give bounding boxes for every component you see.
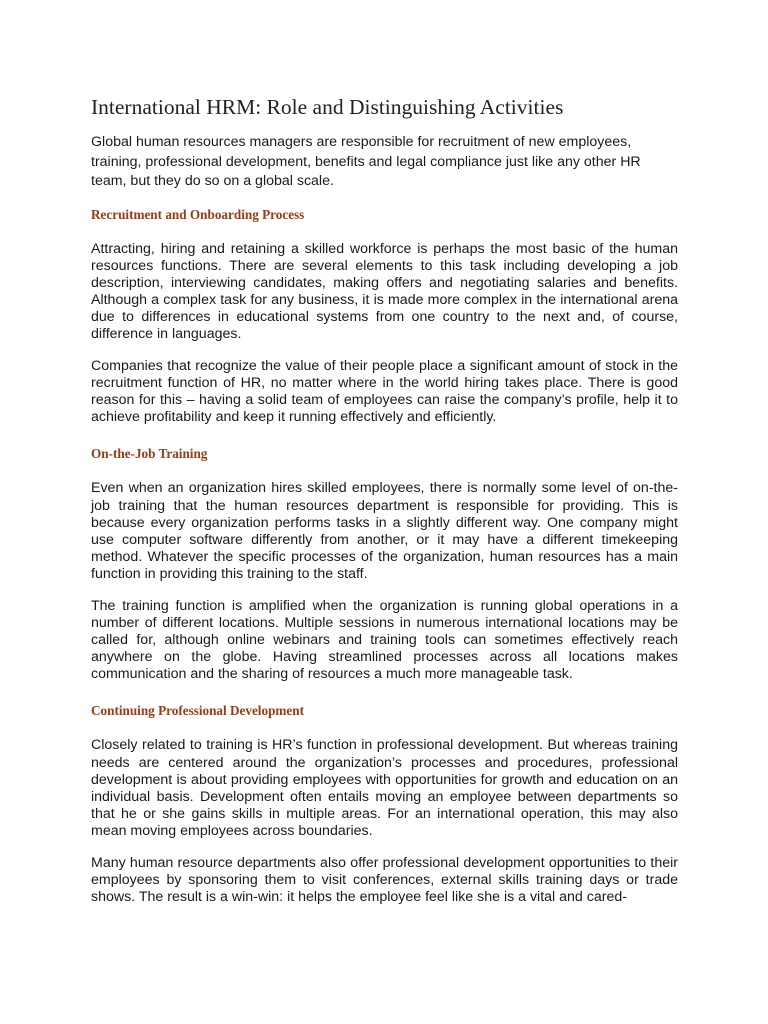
development-paragraph-1: Closely related to training is HR’s function in professional development. But whereas training needs are centered around the organization’s processes and procedures, professional development is about providing employees with opportunities for growth and education on an individual basis. Development often entails moving an employee between departments so that he or she gains skills in multiple areas. For an international operation, this may also mean moving employees across boundaries.: [91, 737, 678, 839]
intro-paragraph: Global human resources managers are responsible for recruitment of new employees, training, professional development, benefits and legal compliance just like any other HR team, but they do so on a global scale.: [91, 134, 641, 189]
section-heading-professional-development: Continuing Professional Development: [91, 703, 304, 719]
document-body: [91, 94, 678, 921]
document-title: International HRM: Role and Distinguishing Activities: [91, 95, 564, 119]
section-heading-recruitment: Recruitment and Onboarding Process: [91, 206, 305, 222]
training-paragraph-2: The training function is amplified when the organization is running global operations in a number of different locations. Multiple sessions in numerous international locations may be called for, although online webinars and training tools can sometimes effectively reach anywhere on the globe. Having streamlined processes across all locations makes communication and the sharing of resources a much more manageable task.: [91, 598, 678, 683]
section-recruitment: [91, 207, 678, 427]
recruitment-paragraph-2: Companies that recognize the value of their people place a significant amount of stock in the recruitment function of HR, no matter where in the world hiring takes place. There is good reason for this – having a solid team of employees can raise the company’s profile, help it to achieve profitability and keep it running effectively and efficiently.: [91, 358, 678, 426]
development-paragraph-2: Many human resource departments also offer professional development opportunities to their employees by sponsoring them to visit conferences, external skills training days or trade shows. The result is a win-win: it helps the employee feel like she is a vital and cared-: [91, 855, 678, 906]
section-training: [91, 446, 678, 683]
recruitment-paragraph-1: Attracting, hiring and retaining a skilled workforce is perhaps the most basic of the human resources functions. There are several elements to this task including developing a job description, interviewing candidates, making offers and negotiating salaries and benefits. Although a complex task for any business, it is made more complex in the international arena due to differences in educational systems from one country to the next and, of course, difference in languages.: [91, 240, 678, 342]
section-professional-development: [91, 703, 678, 906]
section-heading-training: On-the-Job Training: [91, 446, 208, 462]
training-paragraph-1: Even when an organization hires skilled employees, there is normally some level of on-the-job training that the human resources department is responsible for providing. This is because every organization performs tasks in a slightly different way. One company might use computer software differently from another, or it may have a different timekeeping method. Whatever the specific processes of the organization, human resources has a main function in providing this training to the staff.: [91, 480, 678, 582]
